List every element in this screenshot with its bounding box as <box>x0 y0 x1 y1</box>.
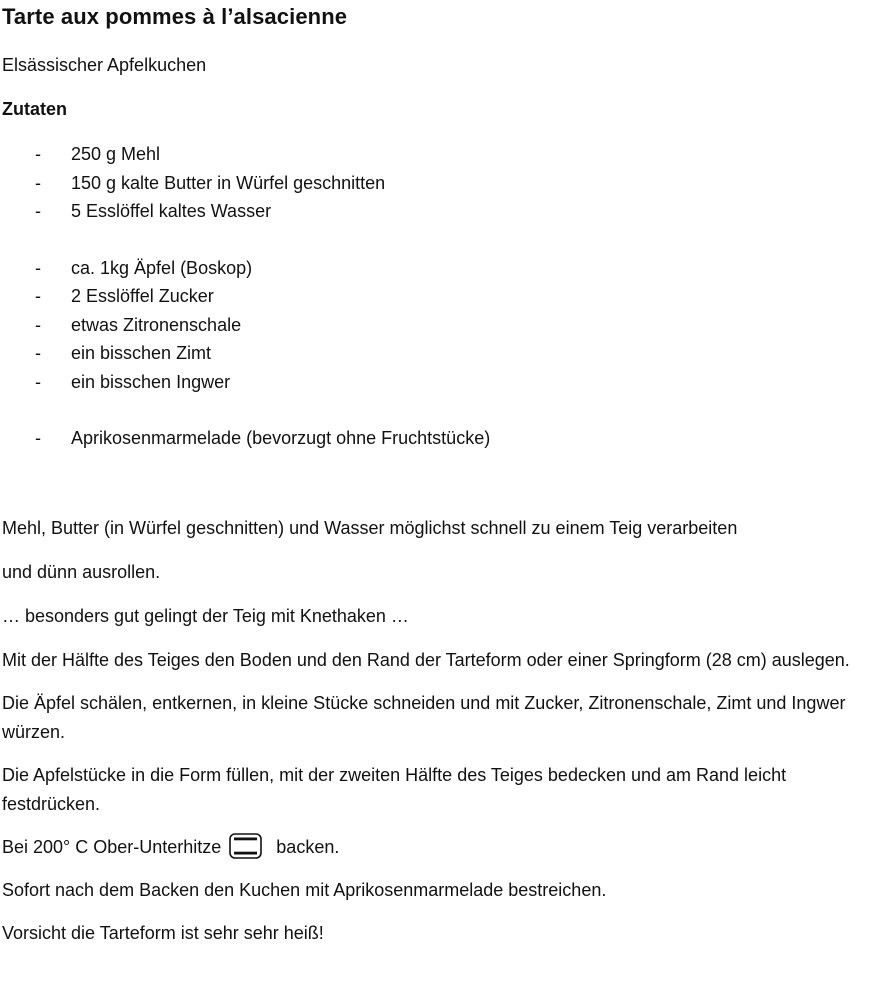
ingredient-text: Aprikosenmarmelade (bevorzugt ohne Fruchtstücke) <box>71 428 491 448</box>
instruction-step: und dünn ausrollen. <box>2 562 161 582</box>
ingredient-text: 250 g Mehl <box>71 144 161 164</box>
bullet-dash-icon: - <box>35 314 41 335</box>
ingredient-text: 5 Esslöffel kaltes Wasser <box>71 201 272 221</box>
recipe-title: Tarte aux pommes à l’alsacienne <box>2 4 348 29</box>
bullet-dash-icon: - <box>35 286 41 306</box>
ingredient-item <box>0 254 620 283</box>
ingredient-text: 150 g kalte Butter in Würfel geschnitten <box>71 172 386 193</box>
ingredient-item <box>0 282 620 311</box>
ingredient-text: 2 Esslöffel Zucker <box>71 286 214 306</box>
ingredient-text: etwas Zitronenschale <box>71 314 242 335</box>
baking-text-after: backen. <box>276 837 340 857</box>
instruction-step: Die Äpfel schälen, entkernen, in kleine Stücke schneiden und mit Zucker, Zitronenschale, Zimt und Ingwer würzen. <box>2 693 846 742</box>
ingredient-text: ca. 1kg Äpfel (Boskop) <box>71 257 253 278</box>
ingredients-list <box>0 140 620 453</box>
ingredient-item <box>0 169 620 198</box>
ingredient-item <box>0 140 620 169</box>
bullet-dash-icon: - <box>35 343 41 363</box>
bullet-dash-icon: - <box>35 201 41 221</box>
baking-text-before: Bei 200° C Ober-Unterhitze <box>2 837 222 857</box>
bullet-dash-icon: - <box>35 172 41 193</box>
instruction-step: … besonders gut gelingt der Teig mit Knethaken … <box>2 606 409 626</box>
bullet-dash-icon: - <box>35 428 41 448</box>
ingredient-item <box>0 424 620 453</box>
instruction-step: Mit der Hälfte des Teiges den Boden und den Rand der Tarteform oder einer Springform (28 cm) auslegen. <box>2 650 850 670</box>
ingredient-text: ein bisschen Ingwer <box>71 371 231 392</box>
bullet-dash-icon: - <box>35 144 41 164</box>
bullet-dash-icon: - <box>35 371 41 392</box>
ingredient-text: ein bisschen Zimt <box>71 343 212 363</box>
ingredients-heading: Zutaten <box>2 99 67 119</box>
final-step: Sofort nach dem Backen den Kuchen mit Aprikosenmarmelade bestreichen. <box>2 880 607 900</box>
ingredient-item <box>0 197 620 226</box>
ingredient-item <box>0 368 620 397</box>
oven-top-bottom-heat-icon <box>229 833 262 859</box>
instruction-step: Die Apfelstücke in die Form füllen, mit der zweiten Hälfte des Teiges bedecken und am Rand leicht festdrücken. <box>2 765 787 814</box>
recipe-subtitle: Elsässischer Apfelkuchen <box>2 55 207 75</box>
bullet-dash-icon: - <box>35 257 41 278</box>
warning-text: Vorsicht die Tarteform ist sehr sehr heiß! <box>2 923 324 943</box>
ingredient-item <box>0 311 620 340</box>
instructions <box>2 514 877 962</box>
ingredient-item <box>0 339 620 368</box>
instruction-step: Mehl, Butter (in Würfel geschnitten) und Wasser möglichst schnell zu einem Teig verarbeiten <box>2 518 738 538</box>
baking-step <box>2 833 877 862</box>
